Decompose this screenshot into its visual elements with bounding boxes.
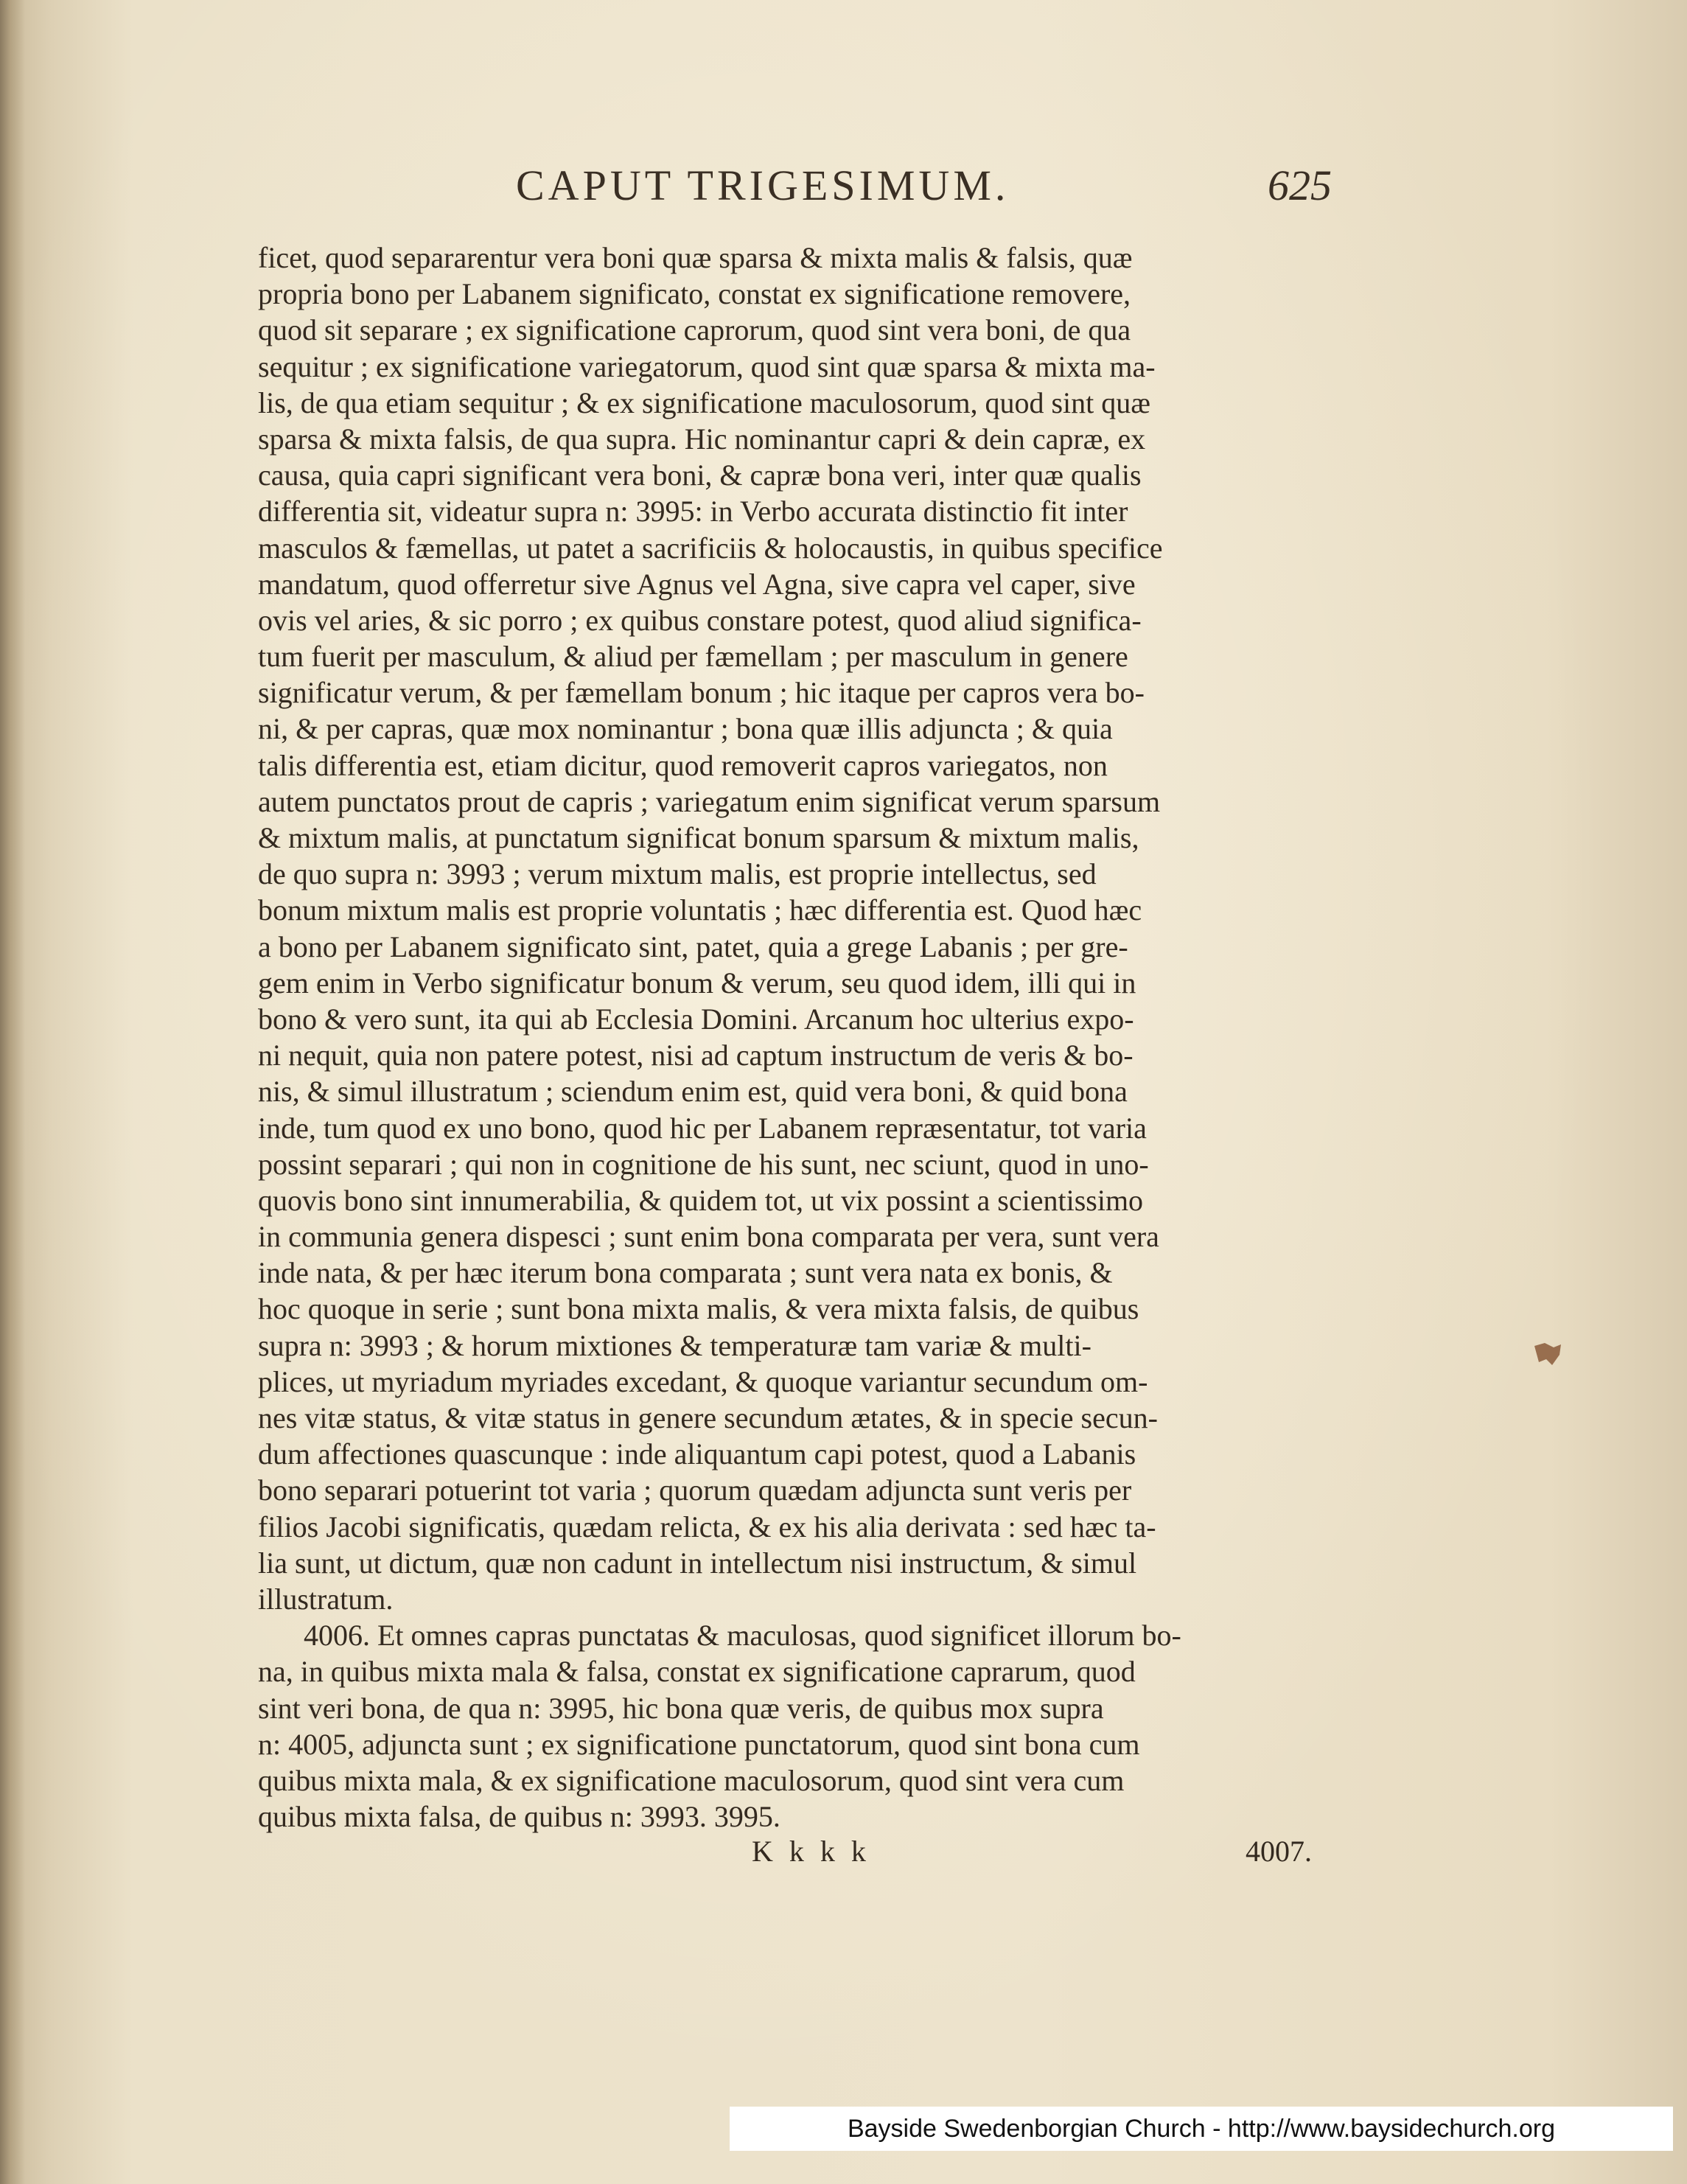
text-line: dum affectiones quascunque : inde aliquantum capi potest, quod a Labanis [258,1437,1136,1471]
text-line: plices, ut myriadum myriades excedant, & quoque variantur secundum om- [258,1364,1148,1398]
text-line: lis, de qua etiam sequitur ; & ex significatione maculosorum, quod sint quæ [258,385,1150,419]
text-line: filios Jacobi significatis, quædam relicta, & ex his alia derivata : sed hæc ta- [258,1510,1156,1543]
paragraph-4006-start: 4006. Et omnes capras punctatas & maculosas, quod significet illorum bo- [304,1619,1181,1653]
text-line: tum fuerit per masculum, & aliud per fæmellam ; per masculum in genere [258,640,1128,674]
text-line: mandatum, quod offerretur sive Agnus vel Agna, sive capra vel caper, sive [258,567,1136,601]
text-line: hoc quoque in serie ; sunt bona mixta malis, & vera mixta falsis, de quibus [258,1292,1139,1326]
text-line: significatur verum, & per fæmellam bonum ; hic itaque per capros vera bo- [258,676,1145,710]
text-line: quibus mixta mala, & ex significatione maculosorum, quod sint vera cum [258,1763,1125,1797]
text-line: possint separari ; qui non in cognitione de his sunt, nec sciunt, quod in uno- [258,1147,1149,1181]
paper-stain-icon [1531,1340,1564,1370]
text-line: de quo supra n: 3993 ; verum mixtum malis, est proprie intellectus, sed [258,857,1097,891]
text-line: bono separari potuerint tot varia ; quorum quædam adjuncta sunt veris per [258,1473,1132,1507]
text-line: differentia sit, videatur supra n: 3995: in Verbo accurata distinctio fit inter [258,495,1128,528]
text-line: bono & vero sunt, ita qui ab Ecclesia Domini. Arcanum hoc ulterius expo- [258,1002,1134,1036]
text-line: n: 4005, adjuncta sunt ; ex significatione punctatorum, quod sint bona cum [258,1727,1140,1761]
text-line: nes vitæ status, & vitæ status in genere secundum ætates, & in specie secun- [258,1401,1158,1434]
text-line: sequitur ; ex significatione variegatorum, quod sint quæ sparsa & mixta ma- [258,349,1156,383]
signature-mark: K k k k [752,1835,870,1868]
catchword: 4007. [1246,1835,1312,1868]
gutter-shadow [0,0,25,2184]
text-line: ficet, quod separarentur vera boni quæ sparsa & mixta malis & falsis, quæ [258,241,1133,274]
text-line: bonum mixtum malis est proprie voluntatis ; hæc differentia est. Quod hæc [258,893,1142,927]
text-line: ni nequit, quia non patere potest, nisi ad captum instructum de veris & bo- [258,1039,1134,1072]
text-line: nis, & simul illustratum ; sciendum enim est, quid vera boni, & quid bona [258,1075,1128,1109]
page-footer [258,1834,1334,1871]
text-line: causa, quia capri significant vera boni, & capræ bona veri, inter quæ qualis [258,458,1142,492]
text-line: talis differentia est, etiam dicitur, quod removerit capros variegatos, non [258,748,1108,782]
text-line: & mixtum malis, at punctatum significat bonum sparsum & mixtum malis, [258,821,1139,854]
text-line: inde nata, & per hæc iterum bona comparata ; sunt vera nata ex bonis, & [258,1256,1113,1290]
text-line: gem enim in Verbo significatur bonum & verum, seu quod idem, illi qui in [258,966,1136,999]
text-line: na, in quibus mixta mala & falsa, constat ex significatione caprarum, quod [258,1655,1136,1689]
text-line: autem punctatos prout de capris ; variegatum enim significat verum sparsum [258,784,1161,818]
text-line: in communia genera dispesci ; sunt enim bona comparata per vera, sunt vera [258,1220,1159,1254]
text-line: inde, tum quod ex uno bono, quod hic per Labanem repræsentatur, tot varia [258,1111,1147,1145]
text-line: ovis vel aries, & sic porro ; ex quibus constare potest, quod aliud significa- [258,603,1142,637]
running-head [258,161,1363,220]
page-number: 625 [1268,161,1332,209]
text-line: quovis bono sint innumerabilia, & quidem tot, ut vix possint a scientissimo [258,1183,1144,1217]
watermark-banner: Bayside Swedenborgian Church - http://www.baysidechurch.org [730,2107,1673,2151]
text-line: sint veri bona, de qua n: 3995, hic bona quæ veris, de quibus mox supra [258,1691,1104,1725]
text-line: quod sit separare ; ex significatione caprorum, quod sint vera boni, de qua [258,313,1131,347]
body-text [258,240,1334,1835]
text-line: masculos & fæmellas, ut patet a sacrificiis & holocaustis, in quibus specifice [258,531,1163,565]
text-line: ni, & per capras, quæ mox nominantur ; bona quæ illis adjuncta ; & quia [258,712,1113,746]
text-line: lia sunt, ut dictum, quæ non cadunt in intellectum nisi instructum, & simul [258,1546,1137,1580]
text-line: sparsa & mixta falsis, de qua supra. Hic nominantur capri & dein capræ, ex [258,422,1146,456]
text-line: quibus mixta falsa, de quibus n: 3993. 3995. [258,1800,780,1834]
text-line: a bono per Labanem significato sint, patet, quia a grege Labanis ; per gre- [258,929,1128,963]
text-line: supra n: 3993 ; & horum mixtiones & temperaturæ tam variæ & multi- [258,1328,1092,1362]
running-title: CAPUT TRIGESIMUM. [516,161,1010,209]
text-line: propria bono per Labanem significato, constat ex significatione removere, [258,277,1131,311]
text-line: illustratum. [258,1582,394,1616]
